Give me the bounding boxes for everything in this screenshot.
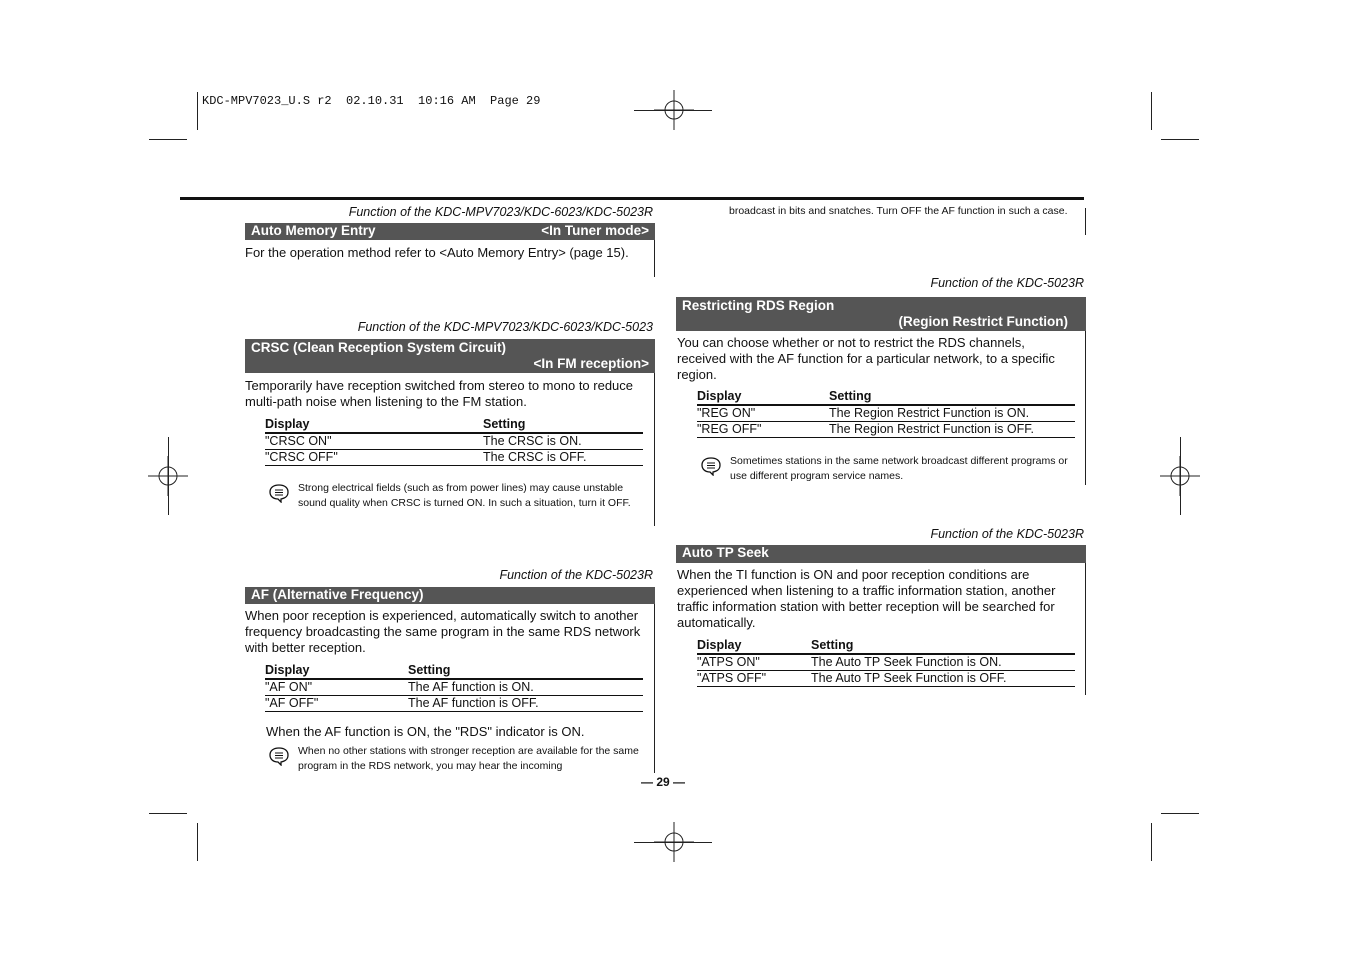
section-title: Restricting RDS Region	[682, 298, 835, 313]
crop-mark	[149, 139, 187, 140]
setting-value: The AF function is OFF.	[408, 696, 643, 712]
table-row	[265, 696, 643, 712]
display-value: "ATPS ON"	[697, 654, 811, 671]
table-row	[265, 433, 643, 450]
section-mode: <In FM reception>	[533, 356, 649, 371]
section-title: CRSC (Clean Reception System Circuit)	[251, 340, 507, 355]
settings-table	[265, 417, 643, 466]
note-icon	[268, 483, 290, 503]
section-body: When poor reception is experienced, automatically switch to another frequency broadcasting the same program in the same RDS network with better reception.	[245, 608, 641, 655]
column-header: Display	[697, 389, 829, 405]
note-icon	[700, 456, 722, 476]
column-header: Display	[697, 638, 811, 654]
section-mode: (Region Restrict Function)	[898, 314, 1068, 329]
crop-mark	[1161, 139, 1199, 140]
note	[266, 481, 648, 510]
section-title: Auto Memory Entry	[251, 223, 376, 238]
section-header-region	[676, 297, 1086, 331]
crop-mark	[197, 823, 198, 861]
setting-value: The CRSC is OFF.	[483, 450, 643, 466]
section-body: Temporarily have reception switched from stereo to mono to reduce multi-path noise when listening to the FM station.	[245, 378, 634, 409]
display-value: "AF ON"	[265, 679, 408, 696]
note-text: When no other stations with stronger reception are available for the same program in the RDS network, you may hear the incoming	[298, 745, 639, 772]
display-value: "AF OFF"	[265, 696, 408, 712]
function-note: Function of the KDC-MPV7023/KDC-6023/KDC-5023	[357, 320, 653, 334]
setting-value: The Region Restrict Function is ON.	[829, 405, 1075, 422]
column-header: Setting	[408, 663, 643, 679]
section-mode: <In Tuner mode>	[541, 223, 649, 238]
section-body: When the TI function is ON and poor reception conditions are experienced when listening to a traffic information station, another traffic information station with better reception will be searched for automatically.	[677, 567, 1056, 630]
section-title: AF (Alternative Frequency)	[251, 587, 424, 602]
section-body: You can choose whether or not to restrict the RDS channels, received with the AF function for a particular network, to a specific region.	[677, 335, 1055, 382]
print-slug: KDC-MPV7023_U.S r2 02.10.31 10:16 AM Page 29	[202, 94, 541, 108]
crop-mark	[634, 842, 712, 843]
table-row	[697, 654, 1075, 671]
table-row	[265, 679, 643, 696]
crop-mark	[1151, 823, 1152, 861]
column-header: Setting	[811, 638, 1075, 654]
crop-mark	[168, 437, 169, 515]
setting-value: The CRSC is ON.	[483, 433, 643, 450]
column-header: Setting	[829, 389, 1075, 405]
crop-mark	[1151, 92, 1152, 130]
note	[266, 744, 648, 773]
table-row	[697, 422, 1075, 438]
column-header: Display	[265, 663, 408, 679]
note-text: Sometimes stations in the same network broadcast different programs or use different program service names.	[730, 455, 1068, 482]
section-header-crsc	[245, 339, 655, 373]
display-value: "REG OFF"	[697, 422, 829, 438]
setting-value: The Auto TP Seek Function is ON.	[811, 654, 1075, 671]
settings-table	[265, 663, 643, 712]
column-rule	[1085, 546, 1086, 695]
table-row	[697, 671, 1075, 687]
function-note: Function of the KDC-5023R	[930, 527, 1084, 541]
section-title: Auto TP Seek	[682, 545, 769, 560]
setting-value: The AF function is ON.	[408, 679, 643, 696]
column-header: Setting	[483, 417, 643, 433]
note-text: Strong electrical fields (such as from power lines) may cause unstable sound quality when CRSC is turned ON. In such a situation, turn it OFF.	[298, 482, 631, 509]
note-continued	[697, 204, 1074, 219]
table-row	[697, 405, 1075, 422]
display-value: "CRSC OFF"	[265, 450, 483, 466]
section-header-tp	[676, 545, 1086, 563]
page-number: — 29 —	[640, 775, 685, 789]
crop-mark	[149, 813, 187, 814]
column-rule	[654, 588, 655, 773]
crop-mark	[1161, 813, 1199, 814]
crop-mark	[197, 92, 198, 130]
display-value: "REG ON"	[697, 405, 829, 422]
top-rule	[180, 197, 1084, 200]
function-note: Function of the KDC-5023R	[930, 276, 1084, 290]
setting-value: The Region Restrict Function is OFF.	[829, 422, 1075, 438]
function-note: Function of the KDC-MPV7023/KDC-6023/KDC-5023R	[348, 205, 653, 219]
settings-table	[697, 389, 1075, 438]
section-body: For the operation method refer to <Auto Memory Entry> (page 15).	[245, 245, 629, 260]
note	[698, 454, 1075, 483]
settings-table	[697, 638, 1075, 687]
section-header-af	[245, 587, 655, 604]
note-text: broadcast in bits and snatches. Turn OFF the AF function in such a case.	[729, 205, 1068, 217]
column-rule	[1085, 208, 1086, 235]
section-header-auto-memory	[245, 223, 655, 240]
crop-mark	[1180, 437, 1181, 515]
setting-value: The Auto TP Seek Function is OFF.	[811, 671, 1075, 687]
function-note: Function of the KDC-5023R	[499, 568, 653, 582]
column-header: Display	[265, 417, 483, 433]
display-value: "ATPS OFF"	[697, 671, 811, 687]
crop-mark	[634, 110, 712, 111]
table-row	[265, 450, 643, 466]
note-icon	[268, 746, 290, 766]
af-indicator-text: When the AF function is ON, the "RDS" indicator is ON.	[266, 724, 585, 739]
display-value: "CRSC ON"	[265, 433, 483, 450]
